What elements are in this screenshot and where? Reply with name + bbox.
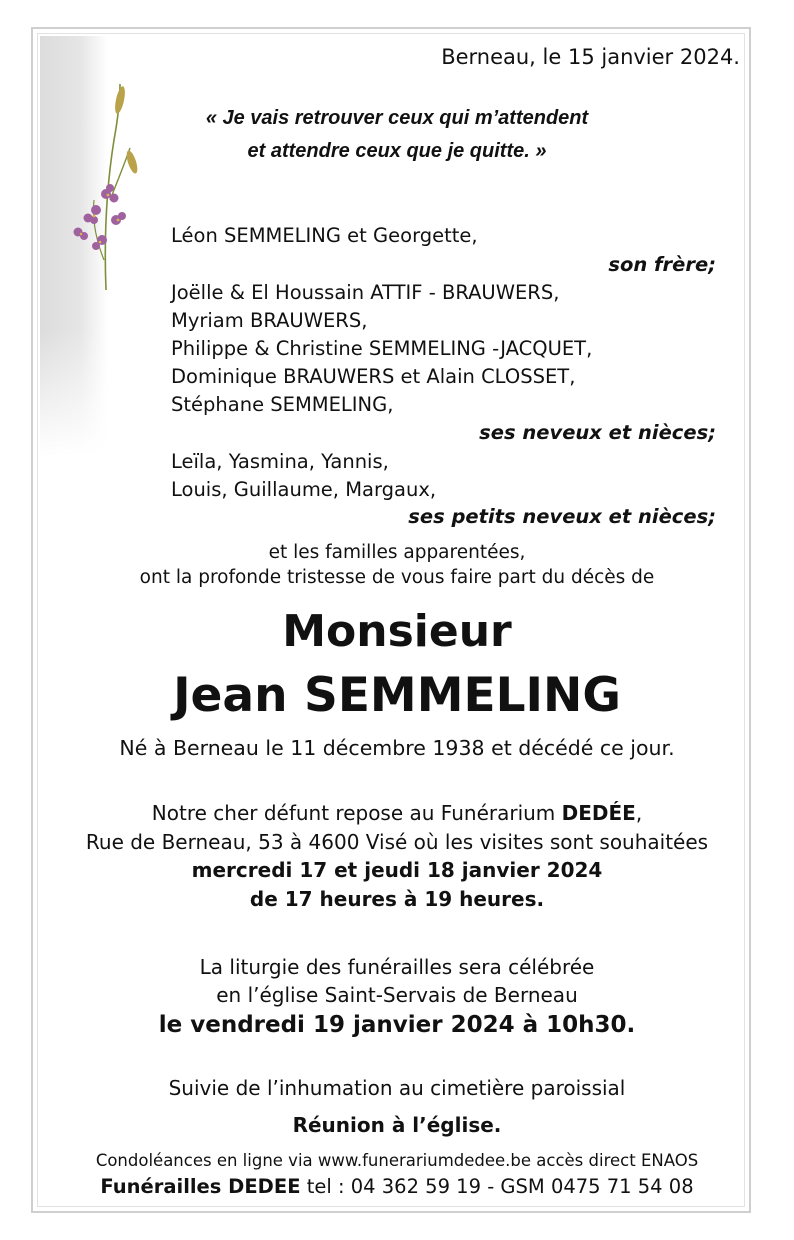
funeral-line-2: en l’église Saint-Servais de Berneau — [216, 983, 578, 1007]
announcement-line-1: et les familles apparentées, — [268, 542, 526, 563]
visitation-line-1-text: Notre cher défunt repose au Funérarium — [151, 801, 562, 825]
family-role: ses neveux et nièces; — [479, 421, 716, 444]
family-member: Louis, Guillaume, Margaux, — [171, 478, 437, 501]
family-member: Leïla, Yasmina, Yannis, — [171, 450, 389, 473]
funerarium-name: DEDÉE — [561, 801, 636, 825]
quote-line-2: et attendre ceux que je quitte. » — [247, 140, 547, 162]
violet-flower-illustration — [66, 70, 148, 290]
visitation-hours: de 17 heures à 19 heures. — [249, 887, 545, 911]
burial-line: Suivie de l’inhumation au cimetière paroissial — [168, 1076, 626, 1100]
reunion-line: Réunion à l’église. — [292, 1113, 502, 1137]
date-line: Berneau, le 15 janvier 2024. — [441, 45, 740, 69]
family-member: Philippe & Christine SEMMELING -JACQUET, — [171, 337, 593, 360]
family-member: Stéphane SEMMELING, — [171, 393, 394, 416]
funeral-line-1: La liturgie des funérailles sera célébrée — [199, 955, 595, 979]
contact-numbers: tel : 04 362 59 19 - GSM 0475 71 54 08 — [300, 1175, 694, 1198]
funeral-date: le vendredi 19 janvier 2024 à 10h30. — [158, 1012, 636, 1038]
visitation-line-2: Rue de Berneau, 53 à 4600 Visé où les visites sont souhaitées — [85, 830, 709, 854]
visitation-line-1 — [0, 801, 794, 825]
announcement-line-2: ont la profonde tristesse de vous faire part du décès de — [139, 567, 655, 588]
condolences-line: Condoléances en ligne via www.funerariumdedee.be accès direct ENAOS — [95, 1151, 699, 1170]
deceased-title: Monsieur — [282, 606, 512, 657]
family-member: Myriam BRAUWERS, — [171, 309, 368, 332]
deceased-name: Jean SEMMELING — [173, 668, 621, 723]
family-member: Joëlle & El Houssain ATTIF - BRAUWERS, — [171, 281, 560, 304]
family-member: Dominique BRAUWERS et Alain CLOSSET, — [171, 365, 576, 388]
visitation-dates: mercredi 17 et jeudi 18 janvier 2024 — [191, 858, 603, 882]
contact-line — [0, 1175, 794, 1198]
birth-line: Né à Berneau le 11 décembre 1938 et décédé ce jour. — [119, 736, 675, 760]
family-role: ses petits neveux et nièces; — [408, 505, 716, 528]
family-member: Léon SEMMELING et Georgette, — [171, 224, 478, 247]
company-name: Funérailles DEDEE — [100, 1175, 301, 1198]
visitation-line-1-end: , — [635, 801, 643, 825]
family-role: son frère; — [608, 253, 716, 276]
quote-line-1: « Je vais retrouver ceux qui m’attendent — [205, 107, 589, 129]
